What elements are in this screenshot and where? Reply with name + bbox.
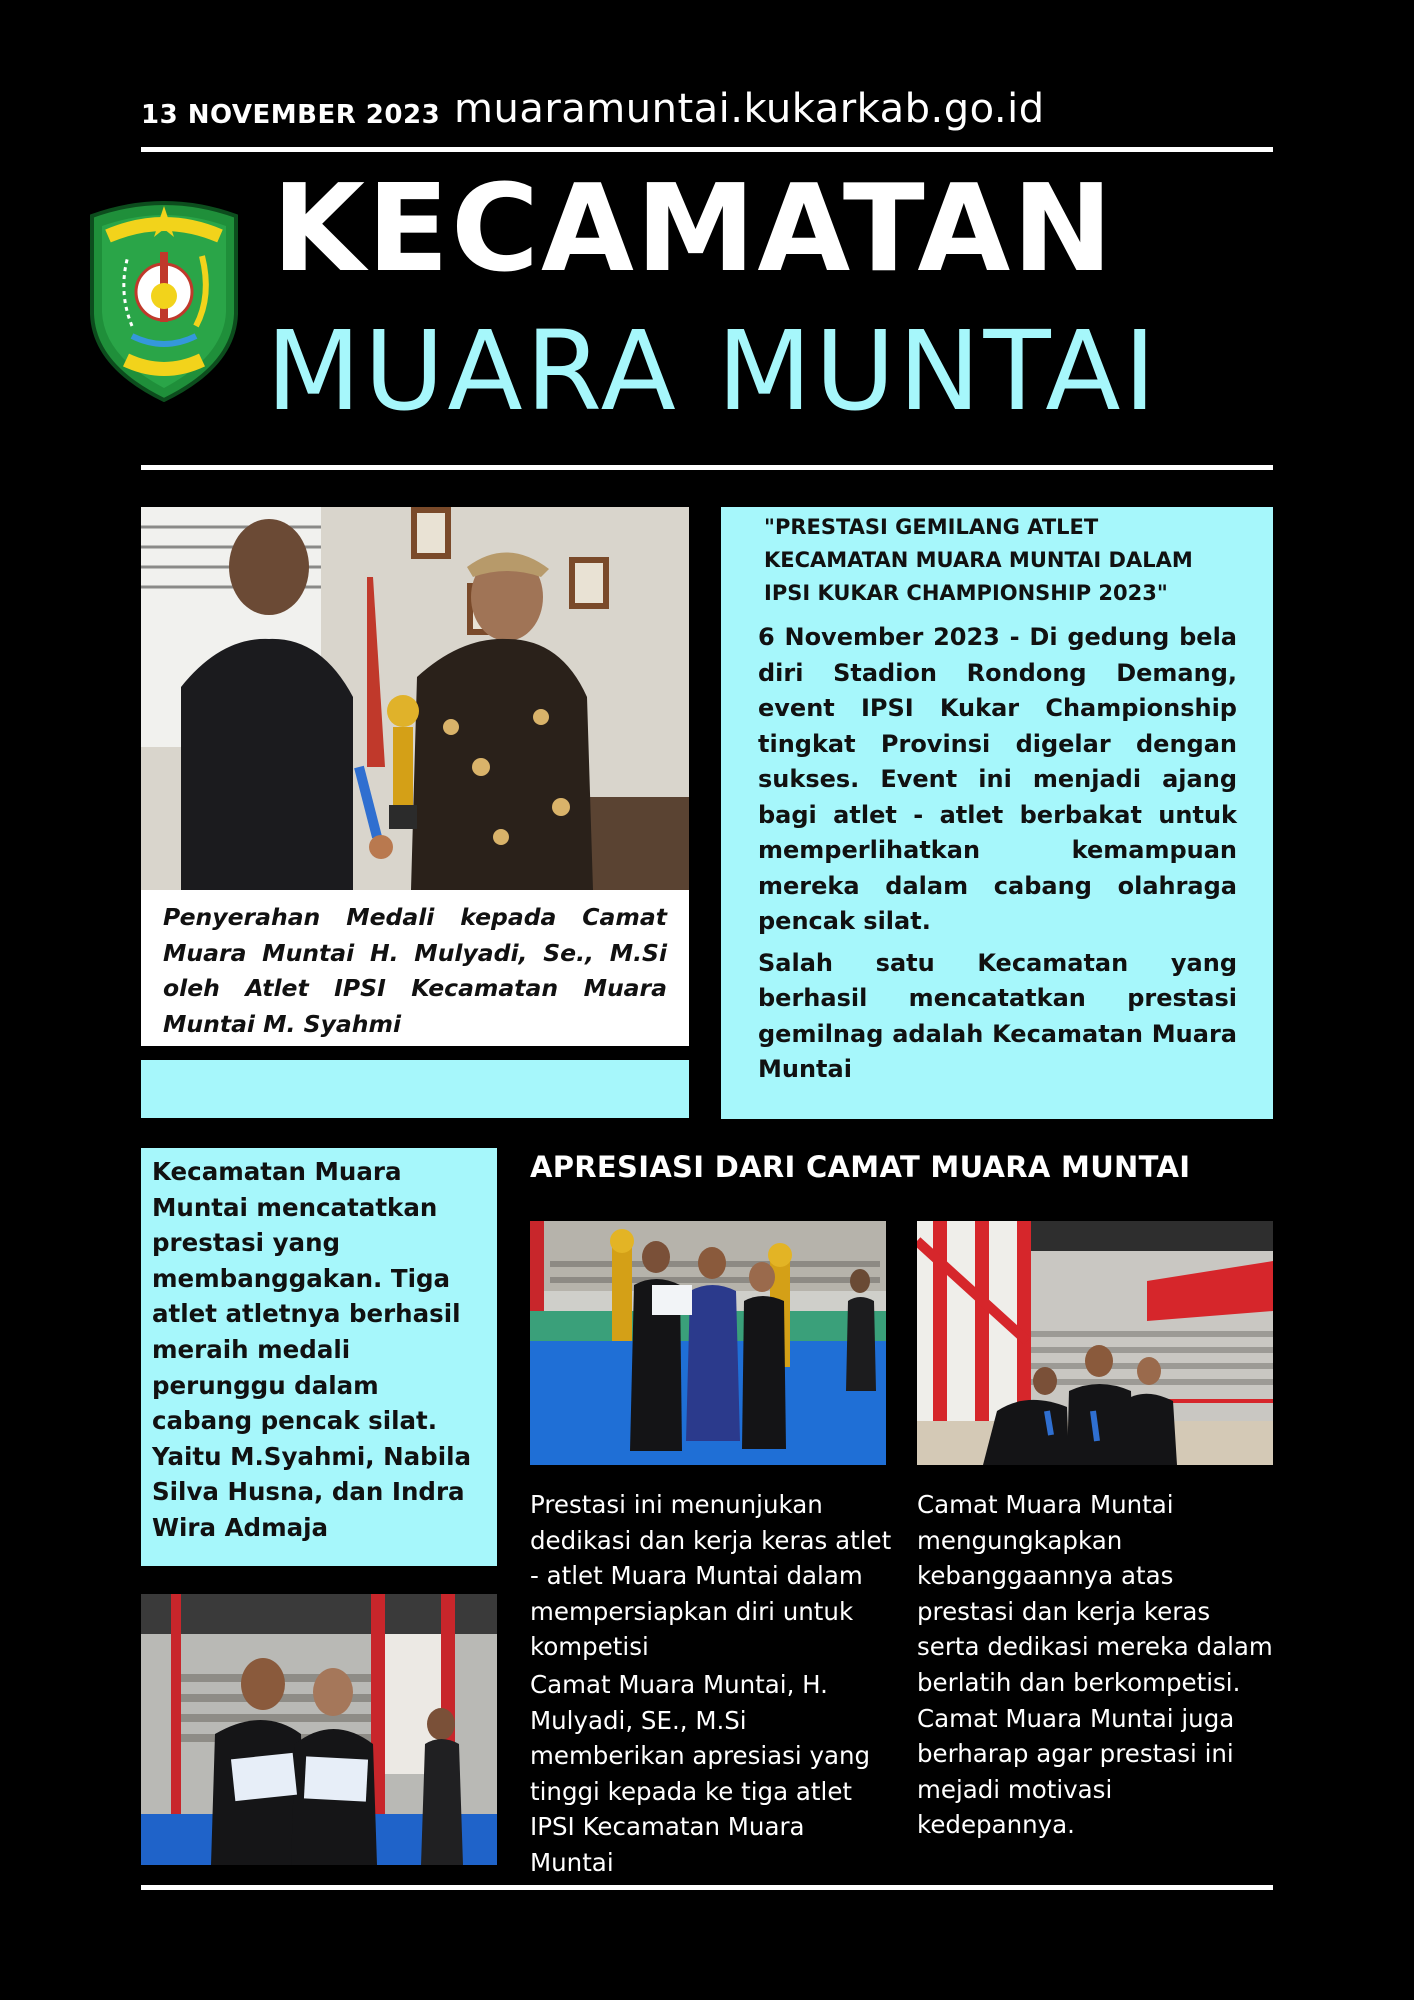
column-1-paragraph-2: Camat Muara Muntai, H. Mulyadi, SE., M.Si memberikan apresiasi yang tinggi kepada ke tiga atlet IPSI Kecamatan Muara Muntai bbox=[530, 1669, 871, 1877]
cyan-accent-strip bbox=[141, 1060, 689, 1118]
photo-athletes-trophies bbox=[530, 1221, 886, 1465]
photo-athletes-certificates bbox=[141, 1594, 497, 1865]
footer-rule bbox=[141, 1885, 1273, 1890]
kutai-kartanegara-emblem bbox=[88, 196, 240, 402]
main-article bbox=[721, 507, 1273, 1119]
achievement-summary-text: Kecamatan Muara Muntai mencatatkan prestasi yang membanggakan. Tiga atlet atletnya berhasil meraih medali perunggu dalam cabang pencak silat. Yaitu M.Syahmi, Nabila Silva Husna, dan Indra Wira Admaja bbox=[152, 1157, 472, 1542]
article-paragraph-1: 6 November 2023 - Di gedung bela diri Stadion Rondong Demang, event IPSI Kukar Championship tingkat Provinsi digelar dengan sukses. Event ini menjadi ajang bagi atlet - atlet berbakat untuk memperlihatkan kemampuan mereka dalam cabang olahraga pencak silat. bbox=[758, 623, 1237, 935]
website-url[interactable]: muaramuntai.kukarkab.go.id bbox=[454, 86, 1045, 132]
issue-date: 13 NOVEMBER 2023 bbox=[141, 100, 441, 130]
photo-caption-box bbox=[141, 890, 689, 1046]
masthead-title-line1: KECAMATAN bbox=[272, 160, 1115, 299]
photo-three-athletes-stadium bbox=[917, 1221, 1273, 1465]
column-1-paragraph-1: Prestasi ini menunjukan dedikasi dan kerja keras atlet - atlet Muara Muntai dalam mempersiapkan diri untuk kompetisi bbox=[530, 1490, 892, 1662]
header-rule bbox=[141, 147, 1273, 152]
achievement-summary-box bbox=[141, 1148, 497, 1566]
masthead-rule bbox=[141, 465, 1273, 470]
article-paragraph-2: Salah satu Kecamatan yang berhasil mencatatkan prestasi gemilnag adalah Kecamatan Muara Muntai bbox=[758, 948, 1237, 1083]
section-heading: APRESIASI DARI CAMAT MUARA MUNTAI bbox=[530, 1150, 1191, 1184]
masthead-title-line2: MUARA MUNTAI bbox=[266, 307, 1159, 435]
emblem-icon bbox=[88, 196, 240, 402]
photo-caption: Penyerahan Medali kepada Camat Muara Muntai H. Mulyadi, Se., M.Si oleh Atlet IPSI Kecamatan Muara Muntai M. Syahmi bbox=[163, 903, 667, 1038]
photo-medal-handover bbox=[141, 507, 689, 890]
section-column-2 bbox=[917, 1487, 1273, 1843]
column-2-paragraph: Camat Muara Muntai mengungkapkan kebanggaannya atas prestasi dan kerja keras serta dedikasi mereka dalam berlatih dan berkompetisi. Camat Muara Muntai juga berharap agar prestasi ini mejadi motivasi kedepannya. bbox=[917, 1490, 1273, 1840]
section-column-1 bbox=[530, 1487, 892, 1881]
article-headline: "PRESTASI GEMILANG ATLET KECAMATAN MUARA MUNTAI DALAM IPSI KUKAR CHAMPIONSHIP 2023" bbox=[764, 515, 1193, 605]
